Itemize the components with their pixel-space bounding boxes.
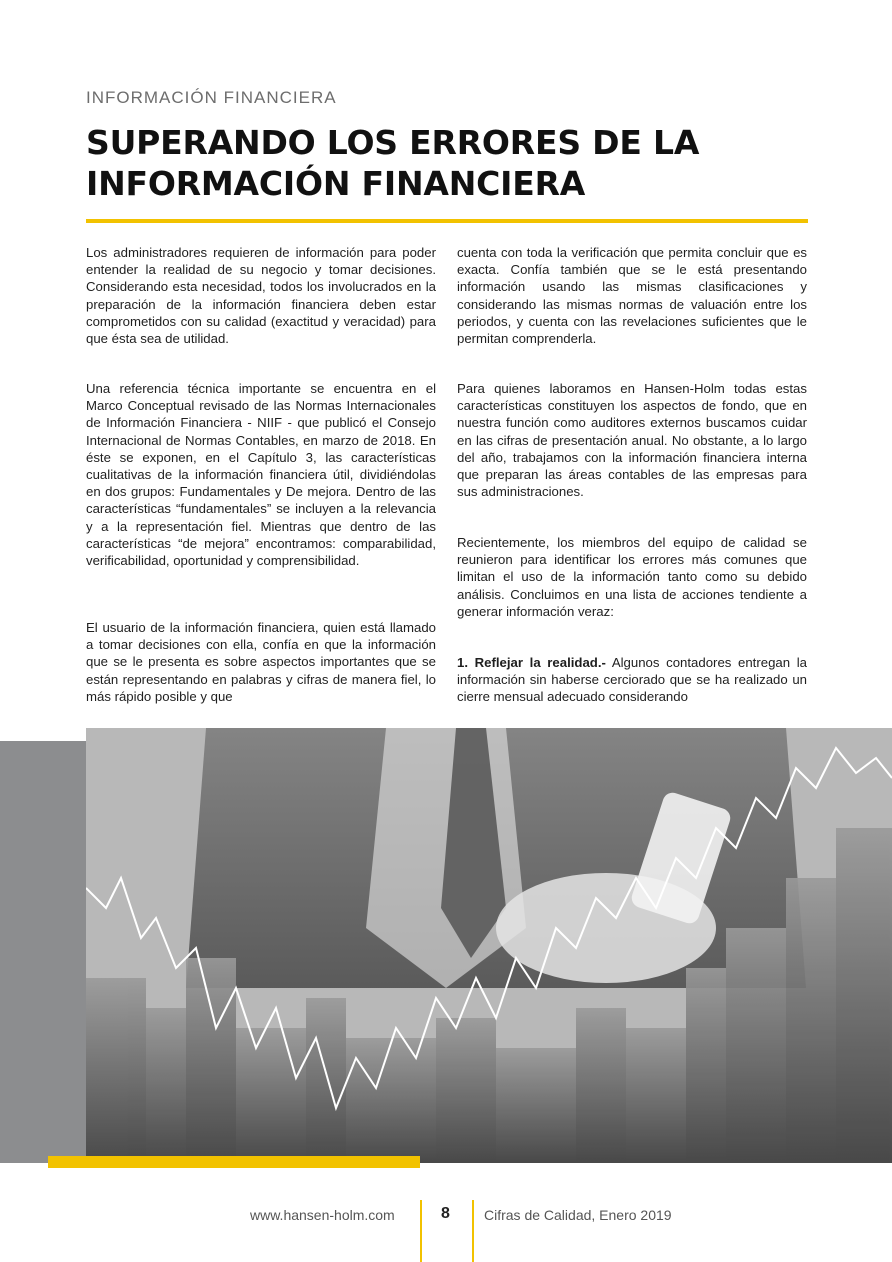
page-number: 8 bbox=[441, 1205, 450, 1222]
footer-website: www.hansen-holm.com bbox=[250, 1207, 395, 1223]
page-title-line-2: INFORMACIÓN FINANCIERA bbox=[86, 164, 586, 203]
left-paragraph-3: El usuario de la información financiera, quien está llamado a tomar decisiones con ella, confía en que la información que se le presenta es sobre aspectos importantes que se están representando en palabras y cifras de manera fiel, lo más rápido posible y que bbox=[86, 620, 436, 704]
title-divider bbox=[86, 219, 808, 223]
left-paragraph-2: Una referencia técnica importante se encuentra en el Marco Conceptual revisado de las Normas Internacionales de Información Financiera - NIIF - que publicó el Consejo Internacional de Normas Contables, en marzo de 2018. En éste se exponen, en el Capítulo 3, las características cualitativas de la información financiera útil, dividiéndolas en dos grupos: Fundamentales y De mejora. Dentro de las características “fundamentales” se incluyen a la relevancia y a la representación fiel. Mientras que dentro de las características “de mejora” encontramos: comparabilidad, verificabilidad, oportunidad y comprensibilidad. bbox=[86, 381, 436, 569]
section-label: INFORMACIÓN FINANCIERA bbox=[86, 88, 337, 107]
left-paragraph-1: Los administradores requieren de información para poder entender la realidad de su negocio y tomar decisiones. Considerando esta necesidad, todos los involucrados en la preparación de la información financiera deben estar comprometidos con su calidad (exactitud y veracidad) para que ésta sea de utilidad. bbox=[86, 245, 436, 347]
footer-publication: Cifras de Calidad, Enero 2019 bbox=[484, 1207, 672, 1223]
item-text: Algunos contadores entregan la información sin haberse cerciorado que se ha realizado un cierre mensual adecuado considerando bbox=[457, 655, 807, 705]
accent-bar bbox=[48, 1156, 420, 1168]
right-paragraph-2: Para quienes laboramos en Hansen-Holm todas estas características constituyen los aspectos de fondo, que en nuestra función como auditores externos buscamos cuidar en las cifras de presentación anual. No obstante, a lo largo del año, trabajamos con la información financiera interna que preparan las áreas contables de las empresas para sus administraciones. bbox=[457, 381, 807, 500]
page-title-line-1: SUPERANDO LOS ERRORES DE LA bbox=[86, 123, 700, 162]
right-paragraph-1: cuenta con toda la verificación que permita concluir que es exacta. Confía también que se le está presentando información usando las mismas clasificaciones y considerando las mismas normas de valuación entre los periodos, y cuenta con las revelaciones suficientes que le permitan comprenderla. bbox=[457, 245, 807, 347]
hero-photo bbox=[86, 728, 892, 1163]
footer-divider-right bbox=[472, 1200, 474, 1262]
page-title bbox=[86, 122, 806, 204]
side-grey-block bbox=[0, 741, 86, 1163]
item-heading: 1. Reflejar la realidad.- bbox=[457, 655, 606, 670]
right-paragraph-4 bbox=[457, 654, 807, 706]
right-paragraph-3: Recientemente, los miembros del equipo de calidad se reunieron para identificar los errores más comunes que limitan el uso de la información tanto como su debido análisis. Concluimos en una lista de acciones tendiente a generar información veraz: bbox=[457, 535, 807, 619]
photo-illustration bbox=[86, 728, 892, 1163]
footer-divider-left bbox=[420, 1200, 422, 1262]
